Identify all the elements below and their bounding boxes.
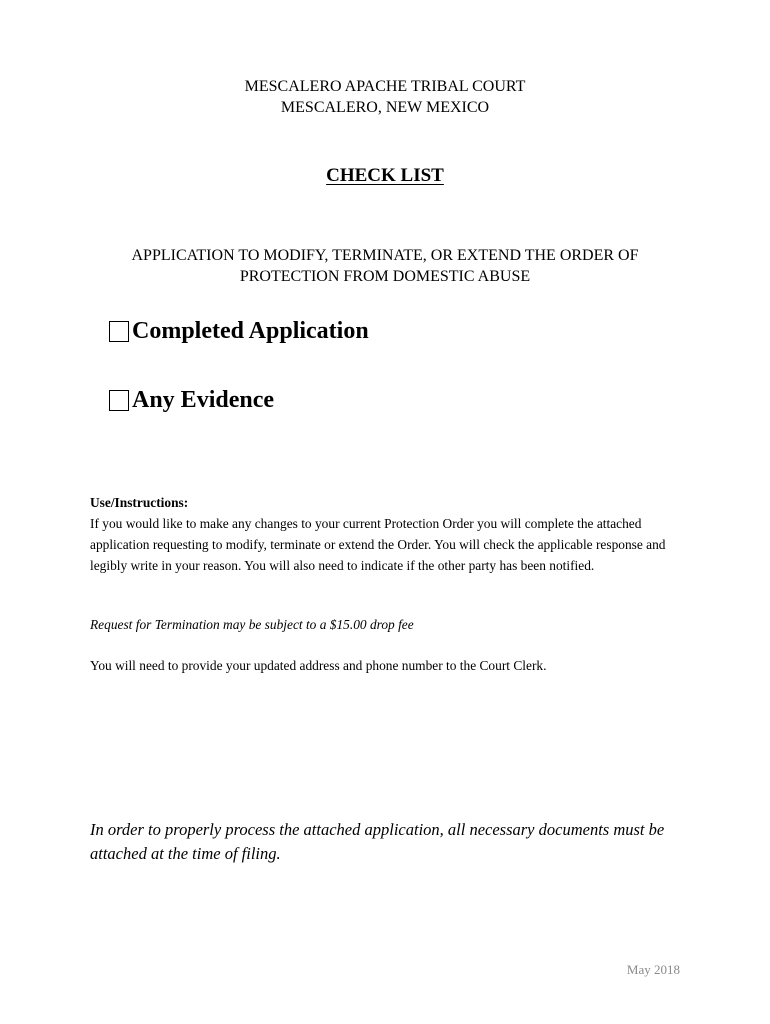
court-location: MESCALERO, NEW MEXICO <box>280 99 490 116</box>
closing-statement: In order to properly process the attached application, all necessary documents must be attached at the time of filing. <box>90 820 665 863</box>
court-name: MESCALERO APACHE TRIBAL COURT <box>244 78 526 95</box>
checkbox[interactable] <box>109 321 129 342</box>
instructions-section <box>90 492 680 576</box>
termination-fee-note: Request for Termination may be subject to a $15.00 drop fee <box>90 617 414 632</box>
checklist-item-any-evidence[interactable] <box>109 387 274 414</box>
checklist-item-completed-application[interactable] <box>109 318 369 345</box>
subtitle-line-1: APPLICATION TO MODIFY, TERMINATE, OR EXTEND THE ORDER OF <box>131 247 639 264</box>
instructions-heading: Use/Instructions: <box>90 495 189 510</box>
court-header <box>0 76 770 118</box>
checkbox[interactable] <box>109 390 129 411</box>
checklist-item-label: Any Evidence <box>132 387 275 413</box>
address-update-note: You will need to provide your updated address and phone number to the Court Clerk. <box>90 658 547 673</box>
document-subtitle <box>0 245 770 287</box>
page-title: CHECK LIST <box>326 165 444 186</box>
instructions-body: If you would like to make any changes to your current Protection Order you will complete the attached application requesting to modify, terminate or extend the Order. You will check the applicable response and legibly write in your reason. You will also need to indicate if the other party has been notified. <box>90 516 666 573</box>
subtitle-line-2: PROTECTION FROM DOMESTIC ABUSE <box>239 268 531 285</box>
checklist-item-label: Completed Application <box>132 318 369 344</box>
footer-date: May 2018 <box>626 962 680 977</box>
